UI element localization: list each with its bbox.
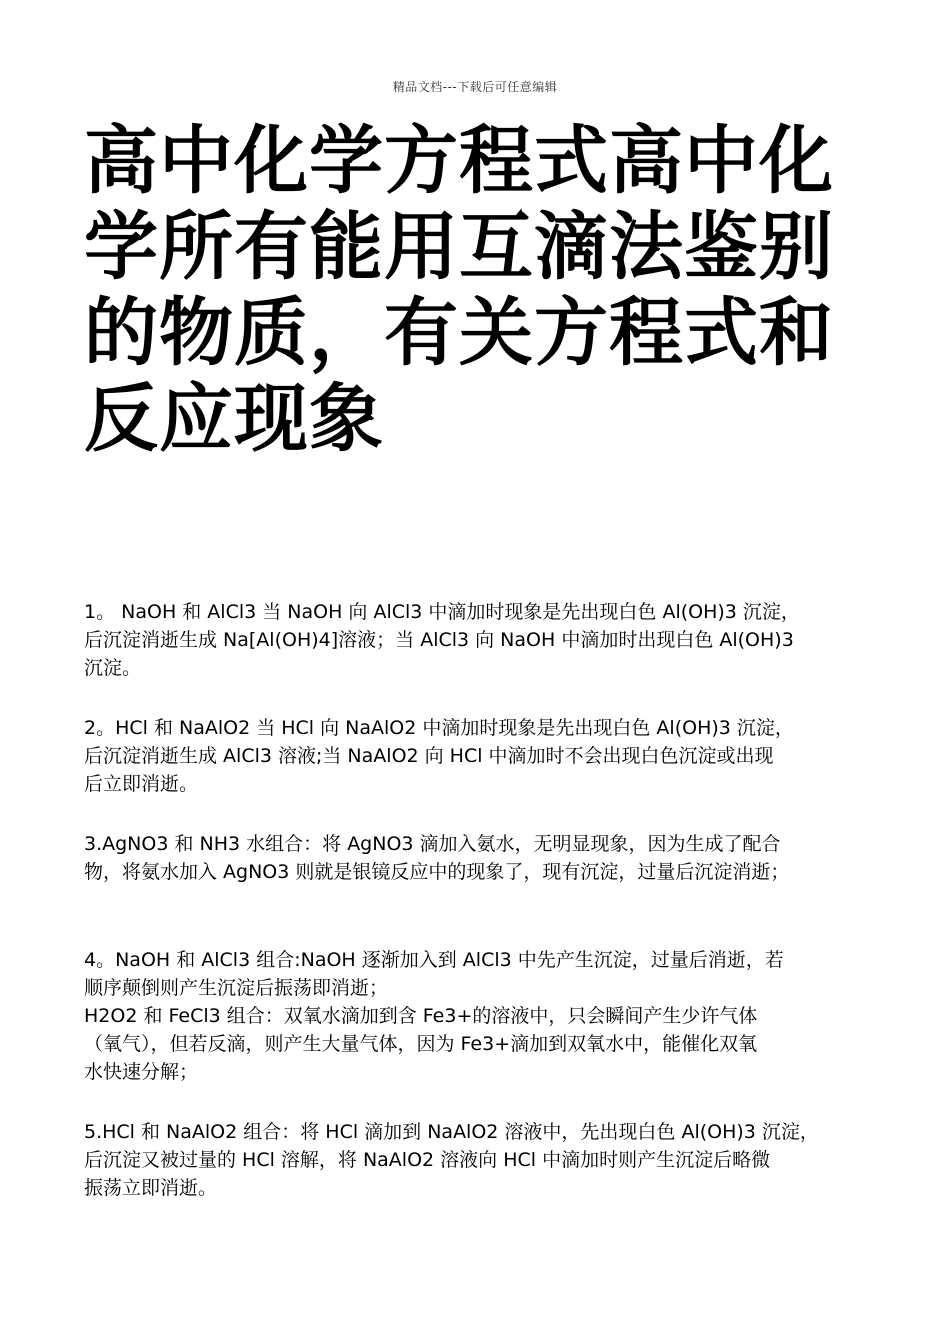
paragraph-2: 2。HCl 和 NaAlO2 当 HCl 向 NaAlO2 中滴加时现象是先出现白色 Al(OH)3 沉淀， 后沉淀消逝生成 AlCl3 溶液;当 NaAlO2 向 HCl 中滴加时不会出现白色沉淀或出现 后立即消逝。 — [84, 717, 794, 795]
document-body — [84, 598, 874, 1202]
paragraph-3: 3.AgNO3 和 NH3 水组合：将 AgNO3 滴加入氨水，无明显现象，因为生成了配合 物，将氨水加入 AgNO3 则就是银镜反应中的现象了，现有沉淀，过量后沉淀消逝； — [84, 833, 790, 883]
paragraph-5: 5.HCl 和 NaAlO2 组合：将 HCl 滴加到 NaAlO2 溶液中，先出现白色 Al(OH)3 沉淀， 后沉淀又被过量的 HCl 溶解，将 NaAlO2 溶液向 HCl 中滴加时则产生沉淀后略微 振荡立即消逝。 — [84, 1121, 819, 1199]
header-note: 精品文档---下载后可任意编辑 — [392, 80, 558, 94]
paragraph-1: 1。 NaOH 和 AlCl3 当 NaOH 向 AlCl3 中滴加时现象是先出现白色 Al(OH)3 沉淀， 后沉淀消逝生成 Na[Al(OH)4]溶液；当 AlCl3 向 NaOH 中滴加时出现白色 Al(OH)3 沉淀。 — [84, 601, 800, 679]
paragraph-4: 4。NaOH 和 AlCl3 组合:NaOH 逐渐加入到 AlCl3 中先产生沉淀，过量后消逝，若 顺序颠倒则产生沉淀后振荡即消逝； H2O2 和 FeCl3 组合：双氧水滴加到含 Fe3+的溶液中，只会瞬间产生少许气体 （氧气），但若反滴，则产生大量气体，因为 Fe3+滴加到双氧水中，能催化双氧 水快速分解； — [84, 949, 784, 1083]
document-title: 高中化学方程式高中化学所有能用互滴法鉴别的物质，有关方程式和反应现象 — [84, 118, 834, 462]
